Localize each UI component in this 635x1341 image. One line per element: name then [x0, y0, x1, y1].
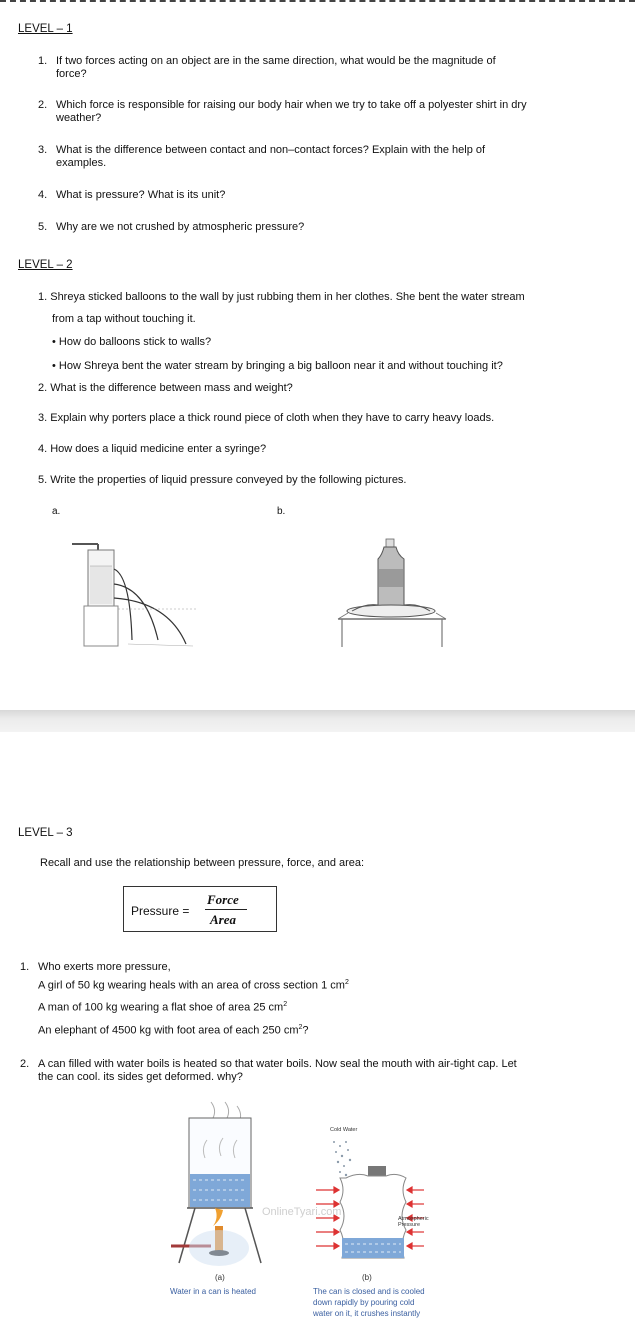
atmospheric-label-2: Pressure [398, 1222, 421, 1228]
figure-b-caption-3: water on it, it crushes instantly [313, 1309, 421, 1318]
level-3-question-1: 1. Who exerts more pressure, [20, 961, 171, 973]
level-3-question-1-man: A man of 100 kg wearing a flat shoe of area 25 $cm^2$ [38, 1001, 288, 1014]
level-2-question-1-cont: from a tap without touching it. [52, 313, 196, 325]
figure-a-caption: Water in a can is heated [170, 1287, 256, 1296]
figure-b-label: b. [277, 506, 286, 517]
figure-b-caption-1: The can is closed and is cooled [313, 1287, 425, 1296]
crushed-can-figure [312, 1120, 462, 1272]
level-1-question-2: 2. Which force is responsible for raising our body hair when we try to take off a polyester shirt in dry weather? [38, 99, 527, 124]
level-2-question-2: 2. What is the difference between mass and weight? [38, 382, 293, 394]
level-3-heading: LEVEL – 3 [18, 827, 73, 839]
heated-can-figure [165, 1098, 275, 1268]
pressure-formula-box [123, 886, 277, 932]
level-2-question-3: 3. Explain why porters place a thick round piece of cloth when they have to carry heavy loads. [38, 412, 495, 424]
formula-numerator: Force [207, 892, 239, 907]
formula-denominator: Area [210, 912, 236, 927]
figure-a-tag: (a) [215, 1273, 225, 1282]
level-3-question-2: 2. A can filled with water boils is heated so that water boils. Now seal the mouth with air-tight cap. Let the can cool. its sides get deformed. why? [20, 1058, 517, 1083]
level-1-question-3: 3. What is the difference between contact and non–contact forces? Explain with the help of examples. [38, 144, 486, 169]
level-3-intro: Recall and use the relationship between pressure, force, and area: [40, 857, 365, 869]
level-2-bullet-2: • How Shreya bent the water stream by bringing a big balloon near it and without touching it? [52, 360, 503, 372]
bottle-figure [332, 533, 452, 651]
fraction-bar [205, 909, 247, 910]
level-1-question-1: 1. If two forces acting on an object are in the same direction, what would be the magnitude of force? [38, 55, 496, 80]
formula-lhs: Pressure = [131, 904, 190, 918]
figure-b-tag: (b) [362, 1273, 372, 1282]
level-2-question-4: 4. How does a liquid medicine enter a syringe? [38, 443, 267, 455]
top-dashed-border [0, 0, 635, 2]
cold-water-label: Cold Water [330, 1127, 358, 1133]
level-3-question-1-girl: A girl of 50 kg wearing heals with an area of cross section 1 $cm^2$ [38, 979, 349, 992]
atmospheric-label-1: Atmospheric [398, 1216, 429, 1222]
level-2-bullet-1: • How do balloons stick to walls? [52, 336, 212, 348]
page-separator [0, 710, 635, 732]
water-jets-figure [68, 536, 203, 651]
figure-a-label: a. [52, 506, 61, 517]
watermark: OnlineTyari.com [262, 1206, 342, 1218]
level-2-heading: LEVEL – 2 [18, 259, 73, 271]
level-3-question-1-elephant: An elephant of 4500 kg with foot area of each 250 $cm^2$? [38, 1024, 309, 1037]
level-2-question-5: 5. Write the properties of liquid pressure conveyed by the following pictures. [38, 474, 407, 486]
level-1-question-5: 5. Why are we not crushed by atmospheric pressure? [38, 221, 305, 233]
figure-b-caption-2: down rapidly by pouring cold [313, 1298, 415, 1307]
level-1-question-4: 4. What is pressure? What is its unit? [38, 189, 226, 201]
level-1-heading: LEVEL – 1 [18, 23, 73, 35]
level-2-question-1: 1. Shreya sticked balloons to the wall by just rubbing them in her clothes. She bent the water stream [38, 291, 525, 303]
